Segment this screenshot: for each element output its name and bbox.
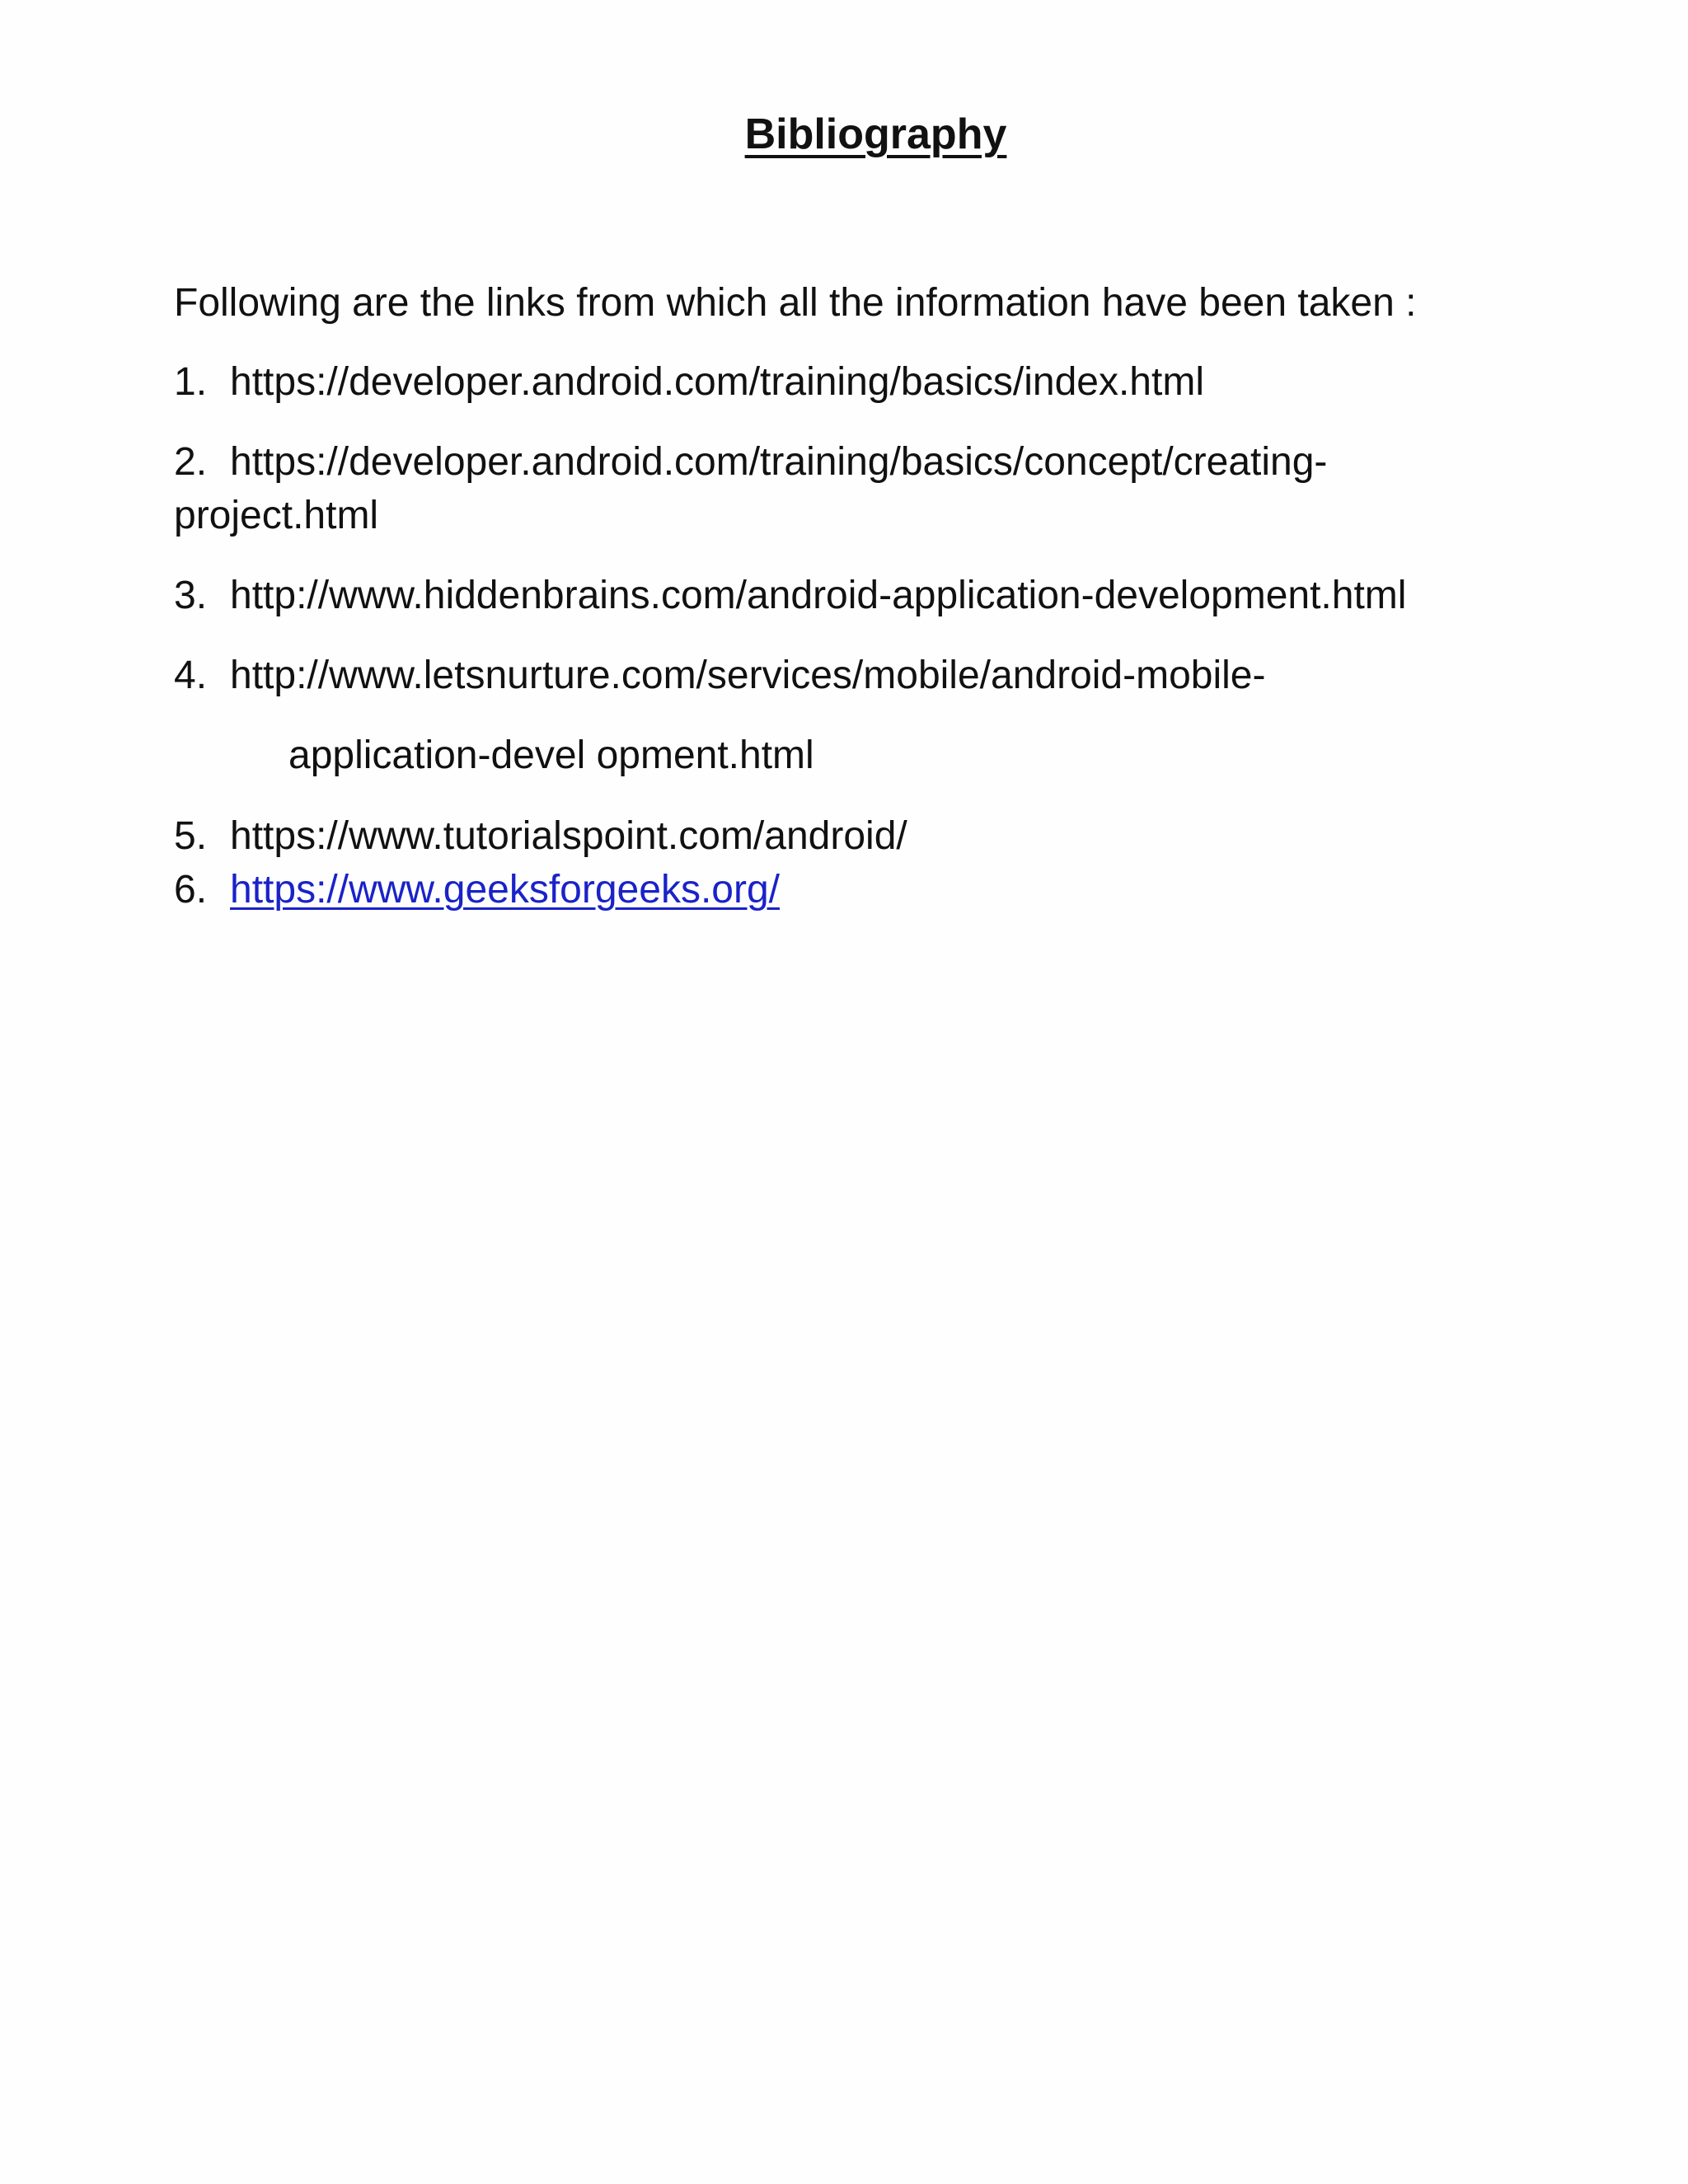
reference-number: 1. bbox=[174, 360, 208, 404]
reference-item-6 bbox=[174, 864, 780, 916]
reference-item-4 bbox=[174, 649, 1265, 702]
reference-url: http://www.letsnurture.com/services/mobile/android-mobile- bbox=[230, 654, 1266, 697]
reference-item-1 bbox=[174, 356, 1204, 409]
reference-url: https://developer.android.com/training/basics/concept/creating- bbox=[230, 440, 1328, 484]
reference-number: 2. bbox=[174, 440, 208, 484]
reference-link[interactable]: https://www.geeksforgeeks.org/ bbox=[230, 868, 780, 912]
intro-text: Following are the links from which all the information have been taken : bbox=[174, 281, 1417, 325]
reference-number: 3. bbox=[174, 574, 208, 617]
page-title: Bibliography bbox=[744, 110, 1007, 158]
reference-item-4-continuation: application-devel opment.html bbox=[288, 733, 814, 777]
reference-number: 6. bbox=[174, 868, 208, 912]
reference-number: 5. bbox=[174, 814, 208, 858]
reference-number: 4. bbox=[174, 654, 208, 697]
reference-url: http://www.hiddenbrains.com/android-application-development.html bbox=[230, 574, 1407, 617]
reference-item-2 bbox=[174, 436, 1327, 489]
reference-url: https://developer.android.com/training/basics/index.html bbox=[230, 360, 1204, 404]
reference-item-5 bbox=[174, 810, 907, 863]
reference-item-3 bbox=[174, 569, 1406, 622]
reference-url: https://www.tutorialspoint.com/android/ bbox=[230, 814, 907, 858]
reference-item-2-continuation: project.html bbox=[174, 494, 379, 537]
